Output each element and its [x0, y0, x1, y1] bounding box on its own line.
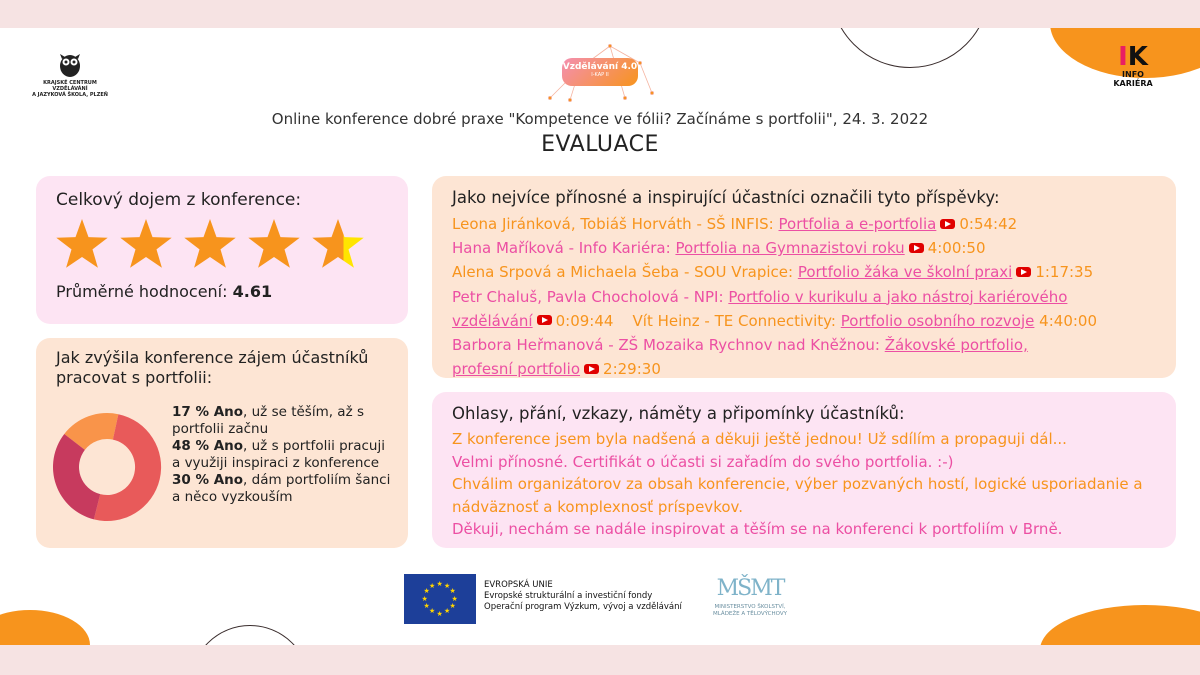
eu-text: [484, 580, 694, 613]
youtube-icon[interactable]: [909, 243, 924, 253]
feedback-heading: Ohlasy, přání, vzkazy, náměty a připomínky účastníků:: [452, 404, 905, 423]
average-rating: [56, 282, 272, 301]
feedback-list: [452, 428, 1167, 541]
contribution-link[interactable]: Portfolio osobního rozvoje: [840, 311, 1035, 330]
eu-star-icon: ★: [444, 581, 451, 590]
decor-blob: [1040, 605, 1200, 645]
eu-line: Evropské strukturální a investiční fondy: [484, 591, 653, 601]
page-title: EVALUACE: [541, 132, 659, 157]
interest-legend: [172, 404, 392, 506]
video-time: 2:29:30: [603, 360, 661, 379]
list-item: [452, 212, 1167, 236]
eu-star-icon: ★: [429, 607, 436, 616]
feedback-item: Z konference jsem byla nadšená a děkuji ještě jednou! Už sdílím a propaguji dál...: [452, 430, 1067, 448]
contributions-heading: Jako nejvíce přínosné a inspirující účastníci označili tyto příspěvky:: [452, 188, 1000, 207]
eu-star-icon: ★: [451, 594, 458, 603]
rating-label: Průměrné hodnocení:: [56, 282, 228, 301]
feedback-item: Velmi přínosné. Certifikát o účasti si zařadím do svého portfolia. :-): [452, 452, 954, 471]
eu-star-icon: ★: [436, 579, 443, 588]
legend-percent: 17 % Ano: [172, 404, 244, 420]
video-time: 4:00:50: [927, 239, 986, 258]
contributions-list: [452, 212, 1167, 381]
msmt-text: MLÁDEŽE A TĚLOVÝCHOVY: [713, 611, 787, 617]
feedback-item: Chválim organizátorov za obsah konferencie, výber pozvaných hostí, logické usporiadanie a nádväznosť a komplexnosť príspevkov.: [452, 475, 1143, 516]
contribution-link[interactable]: Portfolia na Gymnazistovi roku: [675, 239, 905, 258]
star: [248, 219, 299, 268]
contribution-link[interactable]: profesní portfolio: [452, 360, 581, 379]
conference-title: Online konference dobré praxe "Kompetence ve fólii? Začínáme s portfolii", 24. 3. 2022: [271, 110, 929, 128]
legend-item: [172, 404, 392, 438]
video-time: 4:40:00: [1039, 311, 1097, 330]
decor-arc: [830, 28, 990, 68]
eu-star-icon: ★: [449, 587, 456, 595]
logo-text: KARIÉRA: [1113, 79, 1153, 88]
contribution-author: Hana Maříková - Info Kariéra:: [452, 239, 671, 258]
contribution-author: Barbora Heřmanová - ZŠ Mozaika Rychnov nad Kněžnou:: [452, 336, 880, 355]
eu-logo: [404, 574, 694, 624]
interest-card: [36, 338, 408, 548]
owl-icon: [57, 48, 83, 78]
contribution-link[interactable]: Portfolia a e-portfolia: [778, 215, 937, 233]
eu-star-icon: ★: [444, 607, 451, 616]
star: [56, 219, 107, 268]
legend-item: [172, 438, 392, 472]
interest-heading: Jak zvýšila konference zájem účastníků pracovat s portfolii:: [56, 348, 369, 387]
star: [120, 219, 171, 268]
eu-star-icon: ★: [436, 609, 443, 618]
legend-text: , dám portfoliím šanci a něco vyzkouším: [172, 472, 391, 505]
feedback-item: Děkuji, nechám se nadále inspirovat a těším se na konferenci k portfoliím v Brně.: [452, 520, 1063, 539]
top-band: [0, 0, 1200, 28]
youtube-icon[interactable]: [537, 315, 552, 325]
contribution-link[interactable]: Portfolio v kurikulu a jako nástroj kariérového: [728, 287, 1068, 306]
logo-title: Vzdělávání 4.0: [562, 62, 638, 72]
contribution-link[interactable]: vzdělávání: [452, 311, 533, 330]
video-time: 0:54:42: [959, 215, 1018, 233]
eu-flag-icon: [404, 574, 476, 624]
legend-item: [172, 472, 392, 506]
contribution-author: Petr Chaluš, Pavla Chocholová - NPI:: [452, 287, 724, 306]
donut-slice: [53, 434, 100, 519]
msmt-logo: [700, 574, 800, 626]
contribution-author: Alena Srpová a Michaela Šeba - SOU Vrapice:: [452, 263, 794, 282]
kcvjs-logo: [30, 44, 110, 114]
youtube-icon[interactable]: [1016, 267, 1031, 277]
legend-text: , už s portfolii pracuji a využiji inspiraci z konference: [172, 438, 385, 471]
logo-text: A JAZYKOVÁ ŠKOLA, PLZEŇ: [32, 92, 108, 98]
impression-heading: Celkový dojem z konference:: [56, 190, 302, 210]
logo-text: INFO: [1122, 70, 1144, 79]
list-item: [452, 333, 1167, 357]
slide: [0, 28, 1200, 645]
video-time: 1:17:35: [1035, 263, 1094, 282]
ik-mark-i: I: [1118, 42, 1128, 72]
logo-text: KRAJSKÉ CENTRUM VZDĚLÁVÁNÍ: [43, 80, 97, 92]
impression-card: [36, 176, 408, 324]
info-kariera-logo: [1108, 44, 1158, 104]
list-item: [452, 309, 1167, 333]
video-time: 0:09:44: [555, 311, 614, 330]
decor-blob: [0, 610, 90, 645]
legend-percent: 30 % Ano: [172, 472, 244, 488]
rating-stars: [54, 216, 374, 272]
star: [184, 219, 235, 268]
eu-star-icon: ★: [449, 602, 456, 610]
vzdelavani-logo: [540, 38, 660, 108]
eu-star-icon: ★: [423, 587, 430, 595]
rating-value: 4.61: [232, 282, 273, 301]
eu-star-icon: ★: [421, 594, 428, 603]
contribution-link[interactable]: Portfolio žáka ve školní praxi: [797, 263, 1013, 282]
legend-text: , už se těším, až s portfolii začnu: [172, 404, 364, 437]
ik-mark: [1108, 44, 1158, 70]
star: [312, 219, 363, 268]
contribution-author: Vít Heinz - TE Connectivity:: [632, 311, 836, 330]
eu-star-icon: ★: [423, 602, 430, 610]
youtube-icon[interactable]: [940, 219, 955, 229]
eu-line: Operační program Výzkum, vývoj a vzdělávání: [484, 602, 682, 612]
feedback-card: [432, 392, 1176, 548]
eu-line: EVROPSKÁ UNIE: [484, 580, 553, 590]
list-item: [452, 260, 1167, 284]
logo-sub: I-KAP II: [591, 72, 609, 78]
vzdelavani-badge: [562, 58, 638, 86]
list-item: [452, 357, 1167, 381]
ik-mark-k: K: [1127, 42, 1148, 72]
interest-donut-chart: [52, 412, 162, 522]
contributions-card: [432, 176, 1176, 378]
msmt-text: MINISTERSTVO ŠKOLSTVÍ,: [714, 604, 786, 610]
youtube-icon[interactable]: [584, 364, 599, 374]
eu-star-icon: ★: [429, 581, 436, 590]
bottom-band: [0, 645, 1200, 675]
list-item: [452, 236, 1167, 260]
list-item: [452, 285, 1167, 309]
msmt-mark: MŠMT: [716, 576, 784, 601]
legend-percent: 48 % Ano: [172, 438, 244, 454]
contribution-author: Leona Jiránková, Tobiáš Horváth - SŠ INFIS:: [452, 215, 774, 233]
contribution-link[interactable]: Žákovské portfolio,: [884, 336, 1028, 355]
decor-arc: [190, 625, 310, 645]
